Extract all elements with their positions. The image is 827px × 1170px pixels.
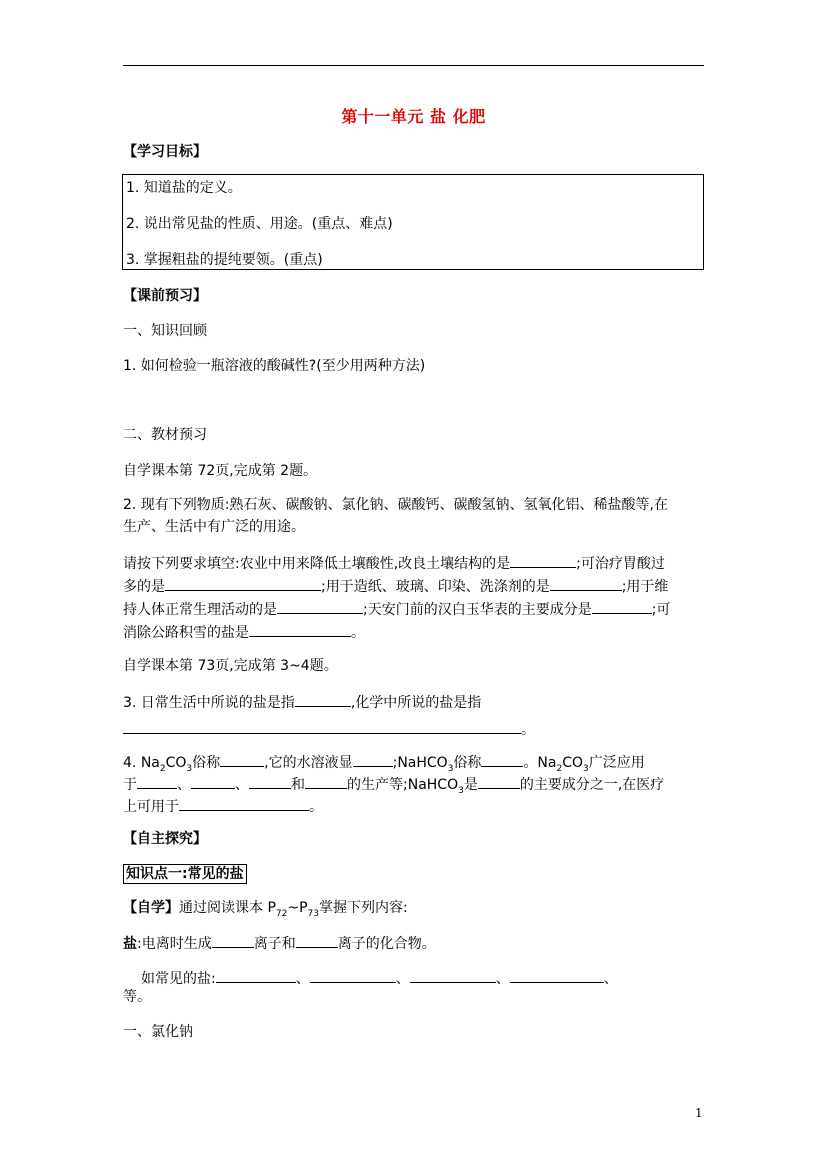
salt-label: 盐 (123, 936, 137, 952)
q4-number: 4. (123, 755, 141, 771)
q4-text: 、 (235, 777, 249, 793)
q4-text: 俗称 (453, 755, 482, 771)
separator: 、 (295, 971, 310, 987)
textbook-heading: 二、教材预习 (123, 427, 207, 443)
knowledge-point-label: 知识点一:常见的盐 (123, 864, 247, 884)
common-salts-text: 如常见的盐: (141, 971, 216, 987)
question-4-line-3 (123, 796, 323, 816)
self-study-72: 自学课本第 72页,完成第 2题。 (123, 463, 318, 479)
q3-text: 3. 日常生活中所说的盐是指 (123, 695, 295, 711)
answer-blank[interactable] (353, 752, 393, 767)
answer-blank[interactable] (296, 933, 338, 948)
salt-text: 离子的化合物。 (337, 936, 436, 952)
question-3-line-2 (123, 719, 535, 739)
fill-line-a (123, 553, 665, 573)
goal-item: 3. 掌握粗盐的提纯要领。(重点) (126, 252, 323, 268)
header-rule (123, 65, 704, 66)
q4-text: 。 (523, 755, 538, 771)
question-2-line-1: 2. 现有下列物质:熟石灰、碳酸钠、氯化钠、碳酸钙、碳酸氢钠、氢氧化铝、稀盐酸等,在 (123, 497, 668, 513)
answer-blank[interactable] (165, 576, 321, 591)
review-question-1: 1. 如何检验一瓶溶液的酸碱性?(至少用两种方法) (123, 358, 426, 374)
q3-end: 。 (521, 722, 535, 738)
formula-part: CO (562, 755, 584, 771)
separator: 、 (395, 971, 410, 987)
formula-sub: 3 (186, 763, 193, 774)
q3-text: ,化学中所说的盐是指 (350, 695, 482, 711)
q4-text: ,它的水溶液显 (264, 755, 353, 771)
formula-part: Na (537, 755, 557, 771)
formula-part: NaHCO (397, 755, 448, 771)
self-study-text: 通过阅读课本 P (179, 900, 276, 916)
answer-blank[interactable] (510, 968, 604, 983)
fill-line-c (123, 599, 670, 619)
q4-text: 的主要成分之一,在医疗 (519, 777, 665, 793)
fill-text: 消除公路积雪的盐是 (123, 625, 249, 641)
nacl-heading: 一、氯化钠 (123, 1024, 193, 1040)
fill-text: 多的是 (123, 579, 165, 595)
answer-blank[interactable] (137, 774, 177, 789)
formula-sub: 3 (447, 763, 454, 774)
page-title: 第十一单元 盐 化肥 (341, 107, 486, 126)
separator: 、 (495, 971, 510, 987)
self-study-line (123, 899, 408, 923)
answer-blank[interactable] (510, 553, 576, 568)
fill-text: 请按下列要求填空:农业中用来降低土壤酸性,改良土壤结构的是 (123, 556, 511, 572)
answer-blank[interactable] (179, 796, 309, 811)
knowledge-point-1 (123, 864, 247, 884)
answer-blank[interactable] (550, 576, 622, 591)
fill-text: ;可 (651, 602, 671, 618)
separator: 、 (603, 971, 618, 987)
goals-heading: 【学习目标】 (123, 144, 207, 160)
self-study-text: 掌握下列内容: (319, 900, 408, 916)
q4-text: 广泛应用 (588, 755, 645, 771)
formula-part: Na (140, 755, 160, 771)
review-heading: 一、知识回顾 (123, 323, 207, 339)
salt-text: 离子和 (253, 936, 296, 952)
q4-text: 俗称 (192, 755, 221, 771)
page-sub: 72 (275, 908, 288, 919)
answer-blank[interactable] (310, 968, 396, 983)
q4-text: 和 (291, 777, 305, 793)
q4-text: ; (392, 755, 398, 771)
fill-text: ;用于维 (621, 579, 669, 595)
q4-text: 的生产等; (347, 777, 408, 793)
goals-box (122, 174, 704, 270)
answer-blank[interactable] (249, 622, 351, 637)
fill-line-d (123, 622, 365, 642)
answer-blank[interactable] (216, 968, 296, 983)
answer-blank[interactable] (123, 719, 521, 734)
fill-text: ;天安门前的汉白玉华表的主要成分是 (363, 602, 592, 618)
formula-na2co3 (140, 755, 193, 774)
self-study-73: 自学课本第 73页,完成第 3~4题。 (123, 658, 338, 674)
q4-text: 上可用于 (123, 799, 179, 815)
question-2-line-2: 生产、生活中有广泛的用途。 (123, 519, 305, 535)
common-salts-etc: 等。 (123, 989, 151, 1005)
answer-blank[interactable] (410, 968, 496, 983)
formula-sub: 2 (159, 763, 166, 774)
fill-line-b (123, 576, 668, 596)
fill-text: ;用于造纸、玻璃、印染、洗涤剂的是 (321, 579, 550, 595)
fill-text: 持人体正常生理活动的是 (123, 602, 277, 618)
page-sub: 73 (307, 908, 319, 919)
q4-text: 、 (177, 777, 191, 793)
goal-item: 2. 说出常见盐的性质、用途。(重点、难点) (126, 216, 393, 232)
answer-blank[interactable] (277, 599, 363, 614)
explore-heading: 【自主探究】 (123, 831, 207, 847)
formula-sub: 2 (556, 763, 563, 774)
salt-definition (123, 933, 436, 953)
formula-nahco3 (407, 777, 464, 796)
fill-text: ;可治疗胃酸过 (576, 556, 665, 572)
answer-blank[interactable] (212, 933, 254, 948)
self-study-label: 【自学】 (123, 900, 179, 916)
common-salts-line (141, 968, 618, 988)
formula-part: CO (165, 755, 187, 771)
answer-blank[interactable] (220, 752, 264, 767)
question-3-line-1 (123, 692, 481, 712)
salt-text: :电离时生成 (137, 936, 212, 952)
formula-sub: 3 (458, 785, 464, 796)
formula-sub: 3 (583, 763, 589, 774)
formula-nahco3 (397, 755, 454, 774)
q4-text: 于 (123, 777, 137, 793)
formula-part: NaHCO (407, 777, 459, 793)
page-number: 1 (695, 1106, 703, 1120)
answer-blank[interactable] (478, 774, 520, 789)
formula-na2co3 (537, 755, 589, 774)
answer-blank[interactable] (295, 692, 351, 707)
q4-text: 是 (463, 777, 478, 793)
answer-blank[interactable] (481, 752, 523, 767)
answer-blank[interactable] (249, 774, 291, 789)
answer-blank[interactable] (191, 774, 235, 789)
fill-text: 。 (351, 625, 365, 641)
answer-blank[interactable] (592, 599, 652, 614)
preview-heading: 【课前预习】 (123, 288, 207, 304)
answer-blank[interactable] (305, 774, 347, 789)
self-study-text: ~P (287, 900, 308, 916)
goal-item: 1. 知道盐的定义。 (126, 180, 242, 196)
q4-text: 。 (309, 799, 323, 815)
